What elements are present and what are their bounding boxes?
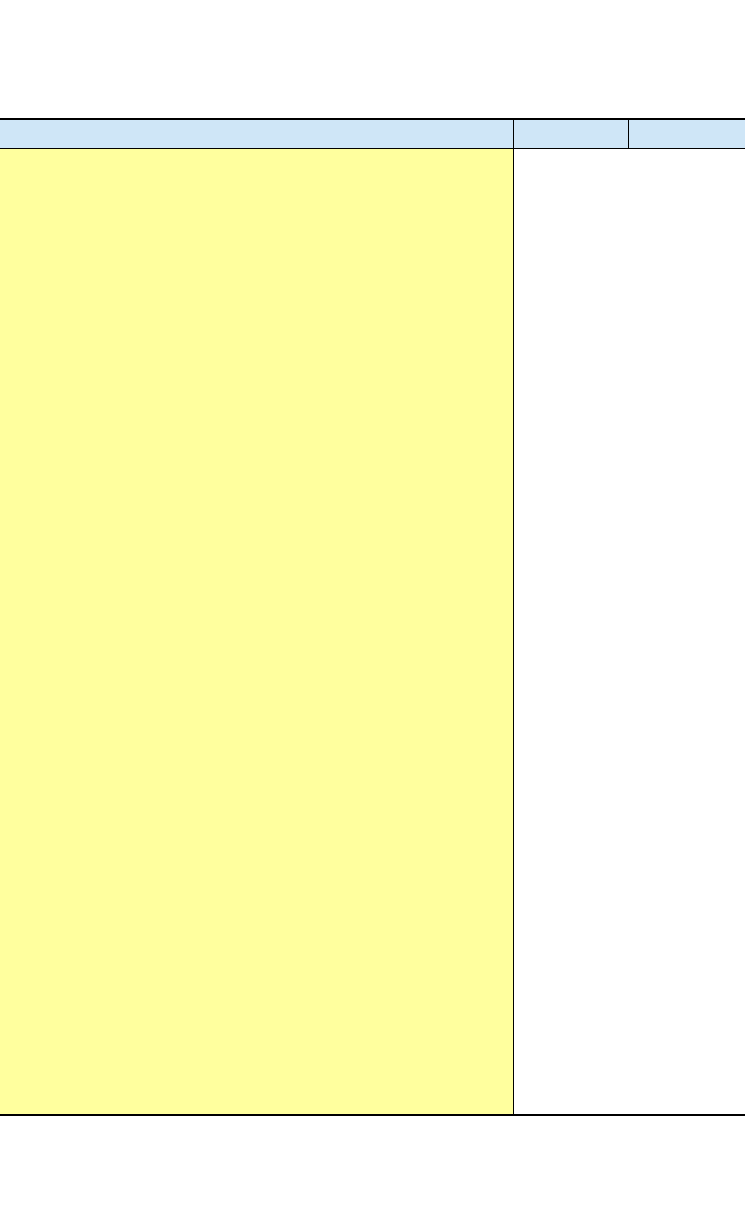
column-divider <box>513 120 514 1114</box>
header-divider <box>628 120 629 149</box>
header-item-cn <box>0 120 170 148</box>
table-header <box>0 120 745 149</box>
header-2019 <box>629 120 745 148</box>
label-column-background <box>0 149 513 1114</box>
header-2018 <box>514 120 628 148</box>
header-item-en <box>170 120 513 148</box>
credit-funds-table <box>0 118 745 1116</box>
